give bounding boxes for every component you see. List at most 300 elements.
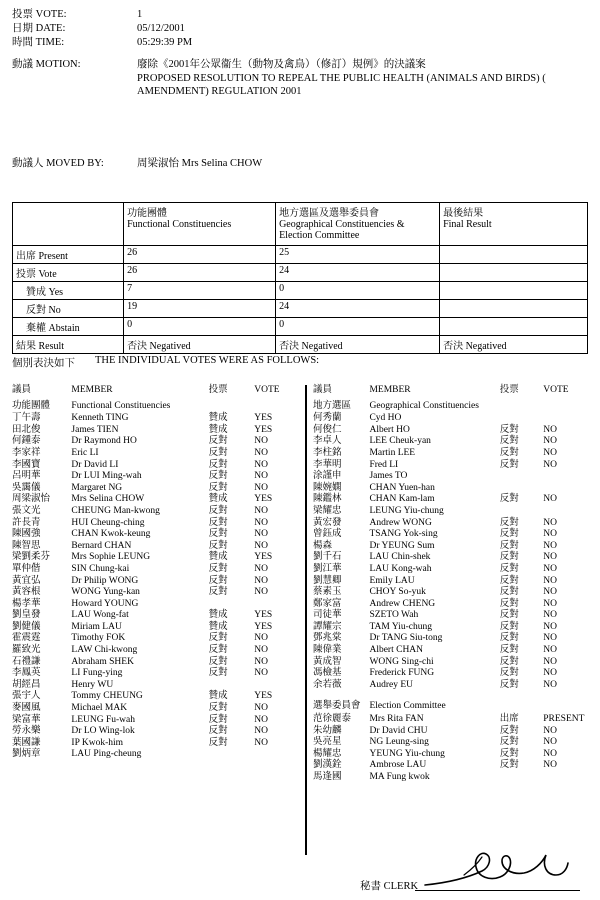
vote-cn <box>209 749 255 761</box>
member-name-cn: 劉健儀 <box>12 621 41 632</box>
table-row <box>313 657 588 669</box>
table-header-row <box>13 203 588 246</box>
member-name-en: LAU Ping-cheung <box>71 749 142 760</box>
vote-en: NO <box>543 621 557 632</box>
member-name-en: MA Fung kwok <box>369 772 430 782</box>
table-row <box>12 425 300 437</box>
member-name-en: Henry WU <box>71 679 114 690</box>
table-row <box>12 552 300 564</box>
vote-en: NO <box>543 679 557 690</box>
table-row <box>313 645 588 657</box>
vote-cn: 反對 <box>499 598 519 609</box>
member-name-cn: 余若薇 <box>313 679 342 690</box>
member-name-en: LEUNG Fu-wah <box>71 714 136 725</box>
vote-cn: 反對 <box>499 621 519 632</box>
vote-en: NO <box>254 505 268 516</box>
member-name-cn: 李家祥 <box>12 447 41 458</box>
vote-en: YES <box>254 552 273 563</box>
vote-cn: 反對 <box>499 494 519 505</box>
member-name-en: Dr LO Wing-lok <box>71 726 135 737</box>
row-fc: 19 <box>124 300 276 318</box>
header-member-cn: 議員 <box>313 385 333 395</box>
table-row <box>313 587 588 599</box>
vote-en: YES <box>254 494 273 505</box>
row-fc: 26 <box>124 246 276 264</box>
member-name-cn: 葉國謙 <box>12 737 41 748</box>
table-row <box>313 714 588 726</box>
member-name-cn: 黃成智 <box>313 656 342 667</box>
vote-cn <box>209 599 255 611</box>
table-row <box>12 680 300 692</box>
member-name-cn: 劉皇發 <box>12 610 41 621</box>
vote-cn: 反對 <box>499 424 519 435</box>
row-gc: 0 <box>276 282 440 300</box>
table-row <box>313 518 588 530</box>
vote-en: NO <box>543 748 557 759</box>
row-label: 贊成 Yes <box>13 282 124 300</box>
vote-cn: 反對 <box>499 633 519 644</box>
table-row <box>12 610 300 622</box>
member-name-cn: 朱幼麟 <box>313 725 342 736</box>
table-row <box>13 318 588 336</box>
row-final <box>440 318 588 336</box>
row-fc: 0 <box>124 318 276 336</box>
vote-en: NO <box>543 517 557 528</box>
row-fc: 26 <box>124 264 276 282</box>
section-label-cn: 選舉委員會 <box>313 701 361 712</box>
vote-cn: 反對 <box>499 436 519 447</box>
vote-cn: 反對 <box>208 656 228 667</box>
member-name-cn: 許長青 <box>12 517 41 528</box>
member-name-cn: 楊耀忠 <box>313 748 342 759</box>
member-name-en: CHEUNG Man-kwong <box>71 505 160 516</box>
member-name-en: Eric LI <box>71 447 99 458</box>
member-name-cn: 丁午壽 <box>12 413 41 424</box>
vote-en: NO <box>254 482 268 493</box>
table-header-row <box>12 385 300 400</box>
row-gc: 24 <box>276 300 440 318</box>
member-name-cn: 張文光 <box>12 505 41 516</box>
member-name-en: LAU Kong-wah <box>369 563 432 574</box>
member-name-cn: 何秀蘭 <box>313 413 342 424</box>
vote-cn: 贊成 <box>208 621 228 632</box>
vote-en: NO <box>543 540 557 551</box>
member-name-en: Timothy FOK <box>71 633 126 644</box>
vote-cn: 反對 <box>499 587 519 598</box>
member-name-cn: 吳亮星 <box>313 737 342 748</box>
vote-cn: 反對 <box>208 505 228 516</box>
member-name-en: Howard YOUNG <box>71 598 139 609</box>
vote-cn: 反對 <box>208 482 228 493</box>
table-row <box>313 483 588 495</box>
vote-cn: 反對 <box>208 633 228 644</box>
member-name-en: Frederick FUNG <box>369 668 435 679</box>
section-header-geographical <box>313 400 588 414</box>
vote-cn: 反對 <box>499 447 519 458</box>
member-name-en: LEE Cheuk-yan <box>369 436 431 447</box>
member-name-cn: 劉炳章 <box>12 749 41 760</box>
time-value: 05:29:39 PM <box>137 37 193 48</box>
vote-cn: 贊成 <box>208 494 228 505</box>
vote-en: NO <box>254 563 268 574</box>
vote-cn <box>500 483 543 495</box>
member-name-cn: 周梁淑怡 <box>12 494 51 505</box>
row-final <box>440 264 588 282</box>
member-name-cn: 梁耀忠 <box>313 505 342 516</box>
vote-en: NO <box>543 598 557 609</box>
member-name-cn: 馮檢基 <box>313 668 342 679</box>
table-row <box>313 760 588 772</box>
member-name-en: Mrs Rita FAN <box>369 714 424 725</box>
vote-cn: 反對 <box>499 656 519 667</box>
vote-cn: 反對 <box>208 471 228 482</box>
vote-en: NO <box>254 447 268 458</box>
table-header-row <box>313 385 588 400</box>
motion-label: 動議 MOTION: <box>12 59 81 70</box>
member-name-cn: 勞永樂 <box>12 726 41 737</box>
vote-en: NO <box>543 610 557 621</box>
vote-cn: 反對 <box>499 668 519 679</box>
vote-cn: 反對 <box>499 748 519 759</box>
table-row <box>313 506 588 518</box>
vote-cn: 反對 <box>499 760 519 771</box>
date-value: 05/12/2001 <box>137 23 185 34</box>
vote-cn: 贊成 <box>208 413 228 424</box>
member-name-en: YEUNG Yiu-chung <box>369 748 445 759</box>
member-name-en: Andrew CHENG <box>369 598 436 609</box>
vote-en: NO <box>254 587 268 598</box>
table-row <box>12 587 300 599</box>
vote-cn: 反對 <box>499 679 519 690</box>
member-name-en: Dr Philip WONG <box>71 575 139 586</box>
member-name-cn: 陳鑑林 <box>313 494 342 505</box>
member-name-cn: 黃容根 <box>12 587 41 598</box>
table-row <box>313 576 588 588</box>
summary-col-final <box>440 203 588 246</box>
header-member-en: MEMBER <box>71 385 113 395</box>
table-row <box>313 448 588 460</box>
section-label-en: Geographical Constituencies <box>369 400 479 411</box>
row-gc: 0 <box>276 318 440 336</box>
member-name-cn: 羅致光 <box>12 645 41 656</box>
member-name-en: HUI Cheung-ching <box>71 517 145 528</box>
vote-en <box>543 506 588 518</box>
vote-en: YES <box>254 691 273 702</box>
vote-cn: 反對 <box>499 610 519 621</box>
member-name-en: Mrs Selina CHOW <box>71 494 145 505</box>
member-name-en: SZETO Wah <box>369 610 419 621</box>
vote-summary-table <box>12 202 588 354</box>
row-gc: 否決 Negatived <box>276 336 440 354</box>
vote-cn: 反對 <box>208 529 228 540</box>
table-row <box>12 715 300 727</box>
member-name-en: Andrew WONG <box>369 517 432 528</box>
vote-en: NO <box>254 459 268 470</box>
vote-en: NO <box>543 436 557 447</box>
vote-cn: 反對 <box>208 459 228 470</box>
table-row <box>12 657 300 669</box>
functional-constituencies-column <box>12 385 300 855</box>
summary-col-final-en: Final Result <box>443 219 492 230</box>
vote-en <box>254 680 300 692</box>
table-row <box>12 691 300 703</box>
geographical-votes-table <box>313 385 588 784</box>
vote-cn: 贊成 <box>208 691 228 702</box>
member-name-en: TSANG Yok-sing <box>369 529 438 540</box>
member-name-cn: 張宇人 <box>12 691 41 702</box>
vote-cn <box>500 413 543 425</box>
vote-en: NO <box>254 529 268 540</box>
table-row <box>313 726 588 738</box>
table-row <box>313 633 588 645</box>
row-final <box>440 246 588 264</box>
vote-cn: 反對 <box>208 587 228 598</box>
vote-en: NO <box>254 540 268 551</box>
member-name-en: Dr TANG Siu-tong <box>369 633 443 644</box>
member-name-cn: 田北俊 <box>12 424 41 435</box>
member-name-cn: 楊孝華 <box>12 598 41 609</box>
member-name-en: LAW Chi-kwong <box>71 645 138 656</box>
vote-en: NO <box>543 563 557 574</box>
summary-col-geographical <box>276 203 440 246</box>
member-name-cn: 楊森 <box>313 540 333 551</box>
vote-en: NO <box>543 656 557 667</box>
member-name-cn: 麥國風 <box>12 703 41 714</box>
vote-en: PRESENT <box>543 714 585 725</box>
vote-en: YES <box>254 413 273 424</box>
vote-cn: 反對 <box>208 540 228 551</box>
member-name-cn: 李鳳英 <box>12 668 41 679</box>
member-name-en: Abraham SHEK <box>71 656 134 667</box>
vote-en: NO <box>543 668 557 679</box>
vote-en: NO <box>254 517 268 528</box>
time-label: 時間 TIME: <box>12 37 65 48</box>
member-name-cn: 劉江華 <box>313 563 342 574</box>
vote-en: NO <box>543 645 557 656</box>
vote-cn: 反對 <box>499 459 519 470</box>
member-name-en: IP Kwok-him <box>71 737 124 748</box>
vote-en: NO <box>254 436 268 447</box>
vote-en: NO <box>254 575 268 586</box>
row-label: 結果 Result <box>13 336 124 354</box>
row-label: 反對 No <box>13 300 124 318</box>
summary-col-blank <box>13 203 124 246</box>
member-name-en: Tommy CHEUNG <box>71 691 143 702</box>
vote-cn: 贊成 <box>208 610 228 621</box>
member-name-cn: 何俊仁 <box>313 424 342 435</box>
individual-votes-heading-en: THE INDIVIDUAL VOTES WERE AS FOLLOWS: <box>95 355 320 366</box>
member-name-en: Dr YEUNG Sum <box>369 540 435 551</box>
table-row <box>12 494 300 506</box>
signature-image <box>420 845 570 893</box>
vote-en <box>254 749 300 761</box>
vote-cn: 反對 <box>499 645 519 656</box>
table-row <box>12 541 300 553</box>
member-name-en: Martin LEE <box>369 447 416 458</box>
vote-cn: 反對 <box>499 540 519 551</box>
vote-cn: 反對 <box>208 737 228 748</box>
table-row <box>12 599 300 611</box>
vote-en: NO <box>254 737 268 748</box>
table-row <box>313 564 588 576</box>
member-name-en: Kenneth TING <box>71 413 129 424</box>
member-name-cn: 陳婉嫻 <box>313 482 342 493</box>
vote-cn: 反對 <box>208 714 228 725</box>
row-final <box>440 300 588 318</box>
member-name-en: Bernard CHAN <box>71 540 132 551</box>
table-row <box>313 541 588 553</box>
member-name-en: WONG Yung-kan <box>71 587 140 598</box>
member-name-en: James TO <box>369 471 408 482</box>
table-row <box>313 772 588 784</box>
vote-cn: 反對 <box>208 575 228 586</box>
member-name-en: SIN Chung-kai <box>71 563 130 574</box>
vote-cn: 反對 <box>208 726 228 737</box>
section-header-election-committee <box>313 700 588 714</box>
row-fc: 否決 Negatived <box>124 336 276 354</box>
member-name-en: Fred LI <box>369 459 399 470</box>
member-name-en: CHOY So-yuk <box>369 587 426 598</box>
table-row <box>12 576 300 588</box>
vote-cn: 反對 <box>499 575 519 586</box>
section-label-cn: 功能團體 <box>12 400 51 411</box>
table-row <box>313 599 588 611</box>
section-label-en: Functional Constituencies <box>71 400 171 411</box>
vote-cn: 反對 <box>499 725 519 736</box>
member-name-cn: 黃宜弘 <box>12 575 41 586</box>
member-name-cn: 李國寶 <box>12 459 41 470</box>
member-name-cn: 單仲偕 <box>12 563 41 574</box>
member-name-en: Albert HO <box>369 424 410 435</box>
table-row <box>12 564 300 576</box>
member-name-cn: 陳偉業 <box>313 645 342 656</box>
vote-en: NO <box>254 645 268 656</box>
member-name-en: LAU Chin-shek <box>369 552 431 563</box>
vote-en: NO <box>543 494 557 505</box>
vote-cn: 反對 <box>208 645 228 656</box>
table-row <box>12 436 300 448</box>
member-name-cn: 石禮謙 <box>12 656 41 667</box>
vote-en: NO <box>543 529 557 540</box>
member-name-cn: 呂明華 <box>12 471 41 482</box>
individual-votes-heading-cn: 個別表決如下 <box>12 358 75 369</box>
member-name-en: Miriam LAU <box>71 621 122 632</box>
summary-col-geographical-en: Geographical Constituencies & Election Committee <box>279 219 405 241</box>
vote-en: NO <box>543 725 557 736</box>
vote-cn: 反對 <box>208 703 228 714</box>
date-label: 日期 DATE: <box>12 23 66 34</box>
table-row <box>12 506 300 518</box>
member-name-en: Emily LAU <box>369 575 415 586</box>
header-member-cn: 議員 <box>12 385 32 395</box>
vote-en: YES <box>254 610 273 621</box>
table-row <box>313 610 588 622</box>
vote-en: NO <box>254 726 268 737</box>
member-name-en: Mrs Sophie LEUNG <box>71 552 151 563</box>
member-name-en: Margaret NG <box>71 482 123 493</box>
member-name-en: NG Leung-sing <box>369 737 429 748</box>
vote-en: NO <box>543 447 557 458</box>
table-row <box>13 246 588 264</box>
table-row <box>12 749 300 761</box>
table-row <box>12 529 300 541</box>
table-row <box>13 300 588 318</box>
row-gc: 25 <box>276 246 440 264</box>
vote-en: NO <box>543 587 557 598</box>
member-name-cn: 馬逢國 <box>313 772 342 782</box>
summary-col-functional-cn: 功能團體 <box>127 208 168 219</box>
vote-cn: 反對 <box>499 517 519 528</box>
table-row <box>12 413 300 425</box>
member-name-en: LI Fung-ying <box>71 668 123 679</box>
member-name-cn: 李卓人 <box>313 436 342 447</box>
section-label-cn: 地方選區 <box>313 400 352 411</box>
member-name-cn: 黃宏發 <box>313 517 342 528</box>
table-row <box>313 749 588 761</box>
table-row <box>12 738 300 750</box>
table-row <box>13 282 588 300</box>
vote-en: YES <box>254 424 273 435</box>
moved-by-value: 周梁淑怡 Mrs Selina CHOW <box>137 158 263 169</box>
table-row <box>12 726 300 738</box>
member-name-en: LAU Wong-fat <box>71 610 129 621</box>
vote-en: NO <box>254 656 268 667</box>
vote-en: NO <box>254 471 268 482</box>
table-row <box>313 737 588 749</box>
member-name-cn: 鄧兆棠 <box>313 633 342 644</box>
member-name-cn: 吳靄儀 <box>12 482 41 493</box>
row-final <box>440 282 588 300</box>
motion-line-cn: 廢除《2001年公眾衞生（動物及禽鳥）（修訂）規例》的決議案 <box>137 59 426 70</box>
vote-cn: 反對 <box>499 529 519 540</box>
table-row <box>12 703 300 715</box>
table-row <box>313 622 588 634</box>
member-name-cn: 劉漢銓 <box>313 760 342 771</box>
table-row <box>313 529 588 541</box>
row-final: 否決 Negatived <box>440 336 588 354</box>
table-row <box>313 680 588 692</box>
vote-en: NO <box>543 459 557 470</box>
member-name-cn: 霍震霆 <box>12 633 41 644</box>
member-name-cn: 劉千石 <box>313 552 342 563</box>
vote-en: YES <box>254 621 273 632</box>
vote-en <box>543 413 588 425</box>
vote-cn: 反對 <box>499 737 519 748</box>
section-header-functional <box>12 400 300 414</box>
vote-en <box>543 471 588 483</box>
member-name-en: Cyd HO <box>369 413 402 424</box>
vote-cn: 贊成 <box>208 552 228 563</box>
table-row <box>12 471 300 483</box>
member-name-cn: 鄭家富 <box>313 598 342 609</box>
member-name-en: Dr David CHU <box>369 725 428 736</box>
vote-cn: 反對 <box>499 552 519 563</box>
vote-en: NO <box>543 737 557 748</box>
member-name-en: Dr Raymond HO <box>71 436 137 447</box>
vote-en <box>543 483 588 495</box>
member-name-en: Michael MAK <box>71 703 128 714</box>
vote-label: 投票 VOTE: <box>12 9 67 20</box>
vote-en: NO <box>254 668 268 679</box>
row-gc: 24 <box>276 264 440 282</box>
member-name-cn: 陳智思 <box>12 540 41 551</box>
table-row <box>313 552 588 564</box>
motion-text <box>137 58 567 99</box>
vote-cn <box>500 506 543 518</box>
vote-en <box>543 772 588 784</box>
row-label: 棄權 Abstain <box>13 318 124 336</box>
member-name-en: WONG Sing-chi <box>369 656 434 667</box>
